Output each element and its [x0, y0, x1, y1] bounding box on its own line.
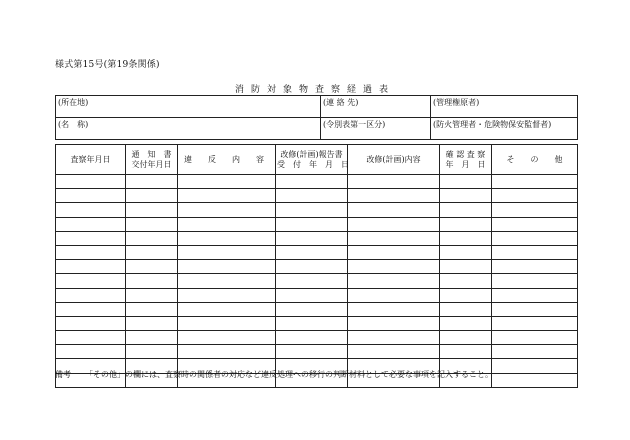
cell-inspection-date[interactable]	[56, 260, 126, 274]
cell-notice-date[interactable]	[126, 217, 178, 231]
table-row	[56, 345, 578, 359]
cell-report-date[interactable]	[276, 217, 348, 231]
cell-repair-content[interactable]	[348, 345, 440, 359]
name-cell[interactable]: (名 称)	[56, 118, 321, 140]
header-inspection-date: 査察年月日	[56, 145, 126, 175]
cell-other[interactable]	[492, 175, 578, 189]
table-row	[56, 203, 578, 217]
cell-confirm-date[interactable]	[440, 331, 492, 345]
cell-inspection-date[interactable]	[56, 203, 126, 217]
cell-repair-content[interactable]	[348, 189, 440, 203]
cell-repair-content[interactable]	[348, 245, 440, 259]
cell-repair-content[interactable]	[348, 288, 440, 302]
table-row	[56, 231, 578, 245]
cell-report-date[interactable]	[276, 260, 348, 274]
table-row	[56, 302, 578, 316]
cell-inspection-date[interactable]	[56, 231, 126, 245]
table-row	[56, 331, 578, 345]
cell-report-date[interactable]	[276, 331, 348, 345]
cell-report-date[interactable]	[276, 274, 348, 288]
cell-inspection-date[interactable]	[56, 274, 126, 288]
cell-confirm-date[interactable]	[440, 316, 492, 330]
cell-notice-date[interactable]	[126, 316, 178, 330]
cell-violation[interactable]	[178, 245, 276, 259]
cell-confirm-date[interactable]	[440, 231, 492, 245]
cell-report-date[interactable]	[276, 302, 348, 316]
cell-report-date[interactable]	[276, 288, 348, 302]
cell-notice-date[interactable]	[126, 288, 178, 302]
table-row	[56, 316, 578, 330]
cell-inspection-date[interactable]	[56, 245, 126, 259]
cell-notice-date[interactable]	[126, 203, 178, 217]
cell-confirm-date[interactable]	[440, 345, 492, 359]
cell-violation[interactable]	[178, 217, 276, 231]
classification-cell[interactable]: (令別表第一区分)	[321, 118, 431, 140]
cell-confirm-date[interactable]	[440, 260, 492, 274]
note	[55, 369, 493, 380]
cell-repair-content[interactable]	[348, 302, 440, 316]
header-report-date: 改修(計画)報告書 受 付 年 月 日	[276, 145, 348, 175]
cell-other[interactable]	[492, 288, 578, 302]
cell-inspection-date[interactable]	[56, 217, 126, 231]
cell-report-date[interactable]	[276, 203, 348, 217]
form-id: 様式第15号(第19条関係)	[55, 60, 160, 70]
cell-other[interactable]	[492, 189, 578, 203]
cell-other[interactable]	[492, 217, 578, 231]
cell-violation[interactable]	[178, 203, 276, 217]
header-notice-date: 通 知 書 交付年月日	[126, 145, 178, 175]
cell-repair-content[interactable]	[348, 274, 440, 288]
cell-inspection-date[interactable]	[56, 175, 126, 189]
cell-other[interactable]	[492, 245, 578, 259]
header-violation: 違 反 内 容	[178, 145, 276, 175]
cell-other[interactable]	[492, 373, 578, 387]
cell-violation[interactable]	[178, 274, 276, 288]
cell-notice-date[interactable]	[126, 345, 178, 359]
cell-confirm-date[interactable]	[440, 189, 492, 203]
cell-confirm-date[interactable]	[440, 175, 492, 189]
cell-notice-date[interactable]	[126, 189, 178, 203]
cell-other[interactable]	[492, 274, 578, 288]
cell-violation[interactable]	[178, 302, 276, 316]
cell-confirm-date[interactable]	[440, 302, 492, 316]
table-header-row	[56, 145, 578, 175]
cell-confirm-date[interactable]	[440, 288, 492, 302]
cell-confirm-date[interactable]	[440, 274, 492, 288]
inspection-table	[55, 144, 578, 388]
cell-notice-date[interactable]	[126, 274, 178, 288]
address-cell[interactable]: (所在地)	[56, 96, 321, 118]
cell-inspection-date[interactable]	[56, 288, 126, 302]
cell-violation[interactable]	[178, 345, 276, 359]
table-row	[56, 189, 578, 203]
cell-report-date[interactable]	[276, 189, 348, 203]
cell-report-date[interactable]	[276, 175, 348, 189]
form-title: 消防対象物査察経過表	[234, 85, 395, 95]
header-repair-content: 改修(計画)内容	[348, 145, 440, 175]
cell-inspection-date[interactable]	[56, 302, 126, 316]
cell-confirm-date[interactable]	[440, 245, 492, 259]
cell-report-date[interactable]	[276, 231, 348, 245]
cell-other[interactable]	[492, 203, 578, 217]
table-row	[56, 217, 578, 231]
cell-other[interactable]	[492, 345, 578, 359]
cell-report-date[interactable]	[276, 245, 348, 259]
cell-repair-content[interactable]	[348, 217, 440, 231]
cell-confirm-date[interactable]	[440, 203, 492, 217]
cell-violation[interactable]	[178, 175, 276, 189]
cell-repair-content[interactable]	[348, 260, 440, 274]
cell-violation[interactable]	[178, 231, 276, 245]
cell-notice-date[interactable]	[126, 260, 178, 274]
table-body	[56, 175, 578, 388]
cell-violation[interactable]	[178, 260, 276, 274]
cell-other[interactable]	[492, 231, 578, 245]
cell-report-date[interactable]	[276, 345, 348, 359]
info-row	[56, 96, 578, 118]
table-row	[56, 288, 578, 302]
cell-confirm-date[interactable]	[440, 217, 492, 231]
cell-notice-date[interactable]	[126, 175, 178, 189]
cell-report-date[interactable]	[276, 316, 348, 330]
fire-manager-cell[interactable]: (防火管理者・危険物保安監督者)	[431, 118, 578, 140]
cell-repair-content[interactable]	[348, 231, 440, 245]
header-other: そ の 他	[492, 145, 578, 175]
cell-other[interactable]	[492, 359, 578, 373]
cell-repair-content[interactable]	[348, 331, 440, 345]
table-row	[56, 274, 578, 288]
cell-other[interactable]	[492, 316, 578, 330]
cell-notice-date[interactable]	[126, 331, 178, 345]
info-row	[56, 118, 578, 140]
table-row	[56, 175, 578, 189]
table-row	[56, 245, 578, 259]
cell-inspection-date[interactable]	[56, 345, 126, 359]
cell-violation[interactable]	[178, 331, 276, 345]
contact-cell[interactable]: (連 絡 先)	[321, 96, 431, 118]
cell-inspection-date[interactable]	[56, 316, 126, 330]
cell-notice-date[interactable]	[126, 302, 178, 316]
cell-notice-date[interactable]	[126, 231, 178, 245]
cell-repair-content[interactable]	[348, 175, 440, 189]
cell-violation[interactable]	[178, 189, 276, 203]
cell-repair-content[interactable]	[348, 316, 440, 330]
cell-inspection-date[interactable]	[56, 189, 126, 203]
table-row	[56, 260, 578, 274]
cell-inspection-date[interactable]	[56, 331, 126, 345]
note-prefix: 備考	[55, 370, 71, 379]
cell-other[interactable]	[492, 331, 578, 345]
cell-notice-date[interactable]	[126, 245, 178, 259]
owner-cell[interactable]: (管理権原者)	[431, 96, 578, 118]
cell-violation[interactable]	[178, 316, 276, 330]
cell-repair-content[interactable]	[348, 203, 440, 217]
cell-violation[interactable]	[178, 288, 276, 302]
cell-other[interactable]	[492, 302, 578, 316]
note-text: 「その他」の欄には、査察時の関係者の対応など違反処理への移行の判断材料として必要な事項を記入すること。	[85, 370, 493, 379]
header-confirm-date: 確 認 査 察 年 月 日	[440, 145, 492, 175]
cell-other[interactable]	[492, 260, 578, 274]
info-table	[55, 95, 578, 140]
